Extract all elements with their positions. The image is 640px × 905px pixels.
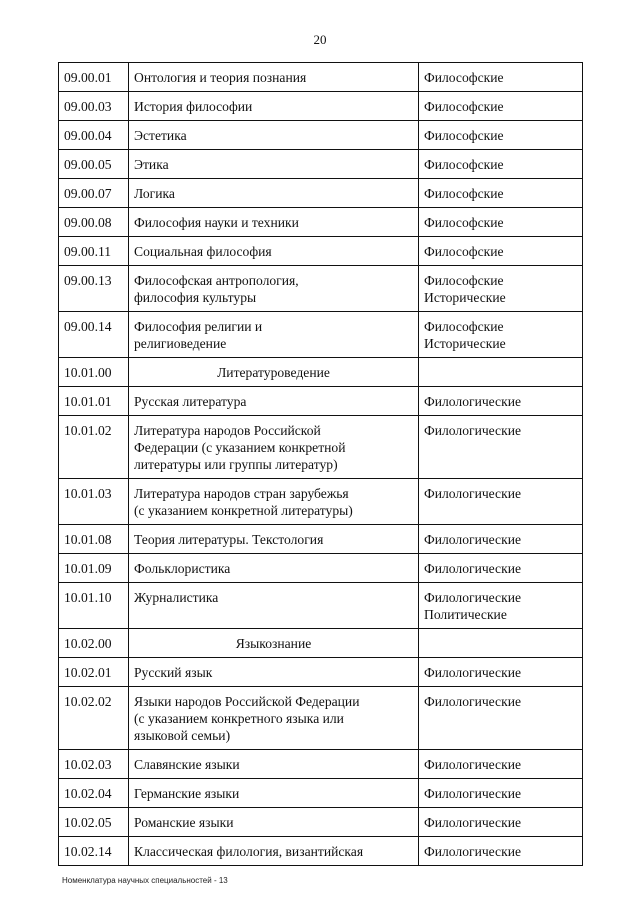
specialty-name: Романские языки [129, 808, 419, 837]
specialty-name: Логика [129, 179, 419, 208]
science-field: Философские [419, 92, 583, 121]
science-field: Филологические Политические [419, 583, 583, 629]
specialty-name: История философии [129, 92, 419, 121]
specialty-code: 09.00.05 [59, 150, 129, 179]
table-row [59, 687, 583, 750]
science-field: Философские Исторические [419, 312, 583, 358]
specialty-code: 10.02.14 [59, 837, 129, 866]
specialty-name: Онтология и теория познания [129, 63, 419, 92]
science-field: Философские [419, 179, 583, 208]
science-field: Филологические [419, 554, 583, 583]
science-field: Филологические [419, 779, 583, 808]
science-field: Философские Исторические [419, 266, 583, 312]
table-row [59, 750, 583, 779]
specialty-name: Фольклористика [129, 554, 419, 583]
specialty-name: Литературоведение [129, 358, 419, 387]
footer-text: Номенклатура научных специальностей - 13 [62, 876, 228, 885]
specialty-name: Философия науки и техники [129, 208, 419, 237]
specialty-code: 10.01.08 [59, 525, 129, 554]
specialty-code: 10.02.00 [59, 629, 129, 658]
table-row [59, 266, 583, 312]
science-field: Философские [419, 237, 583, 266]
specialty-name: Этика [129, 150, 419, 179]
table-row [59, 479, 583, 525]
table-row [59, 416, 583, 479]
specialty-code: 10.01.03 [59, 479, 129, 525]
science-field: Философские [419, 150, 583, 179]
science-field: Филологические [419, 808, 583, 837]
section-row [59, 358, 583, 387]
specialty-name: Славянские языки [129, 750, 419, 779]
science-field: Филологические [419, 687, 583, 750]
science-field: Филологические [419, 479, 583, 525]
specialty-name: Германские языки [129, 779, 419, 808]
specialty-code: 10.02.01 [59, 658, 129, 687]
specialty-name: Философская антропология, философия культуры [129, 266, 419, 312]
specialty-code: 10.02.04 [59, 779, 129, 808]
specialty-code: 09.00.04 [59, 121, 129, 150]
science-field: Философские [419, 121, 583, 150]
specialty-code: 10.01.01 [59, 387, 129, 416]
specialty-code: 09.00.01 [59, 63, 129, 92]
science-field: Филологические [419, 387, 583, 416]
specialty-name: Журналистика [129, 583, 419, 629]
science-field: Филологические [419, 525, 583, 554]
table-row [59, 583, 583, 629]
specialty-name: Социальная философия [129, 237, 419, 266]
specialty-code: 10.01.10 [59, 583, 129, 629]
table-row [59, 179, 583, 208]
table-row [59, 387, 583, 416]
specialty-code: 09.00.11 [59, 237, 129, 266]
science-field: Филологические [419, 837, 583, 866]
science-field: Филологические [419, 658, 583, 687]
table-row [59, 121, 583, 150]
page-number: 20 [313, 32, 327, 47]
specialty-name: Литература народов стран зарубежья (с указанием конкретной литературы) [129, 479, 419, 525]
specialty-code: 09.00.14 [59, 312, 129, 358]
science-field: Философские [419, 208, 583, 237]
specialties-table-body [59, 63, 583, 866]
table-row [59, 312, 583, 358]
table-row [59, 150, 583, 179]
section-row [59, 629, 583, 658]
specialty-name: Языки народов Российской Федерации (с указанием конкретного языка или языковой семьи) [129, 687, 419, 750]
specialty-code: 10.02.05 [59, 808, 129, 837]
table-row [59, 658, 583, 687]
specialty-code: 10.01.09 [59, 554, 129, 583]
specialty-code: 10.01.02 [59, 416, 129, 479]
specialty-code: 09.00.03 [59, 92, 129, 121]
specialty-name: Классическая филология, византийская [129, 837, 419, 866]
science-field: Филологические [419, 416, 583, 479]
table-row [59, 837, 583, 866]
specialty-name: Теория литературы. Текстология [129, 525, 419, 554]
specialty-code: 09.00.07 [59, 179, 129, 208]
specialty-code: 09.00.08 [59, 208, 129, 237]
specialty-code: 09.00.13 [59, 266, 129, 312]
specialty-code: 10.02.02 [59, 687, 129, 750]
specialty-name: Языкознание [129, 629, 419, 658]
science-field: Филологические [419, 750, 583, 779]
table-row [59, 208, 583, 237]
specialty-code: 10.02.03 [59, 750, 129, 779]
table-row [59, 237, 583, 266]
specialty-code: 10.01.00 [59, 358, 129, 387]
specialty-name: Философия религии и религиоведение [129, 312, 419, 358]
table-row [59, 554, 583, 583]
table-row [59, 92, 583, 121]
table-row [59, 779, 583, 808]
table-row [59, 808, 583, 837]
table-row [59, 63, 583, 92]
specialties-table [58, 62, 583, 866]
science-field [419, 358, 583, 387]
specialty-name: Русская литература [129, 387, 419, 416]
science-field: Философские [419, 63, 583, 92]
specialty-name: Эстетика [129, 121, 419, 150]
science-field [419, 629, 583, 658]
specialty-name: Русский язык [129, 658, 419, 687]
specialty-name: Литература народов Российской Федерации (с указанием конкретной литературы или группы литератур) [129, 416, 419, 479]
table-row [59, 525, 583, 554]
